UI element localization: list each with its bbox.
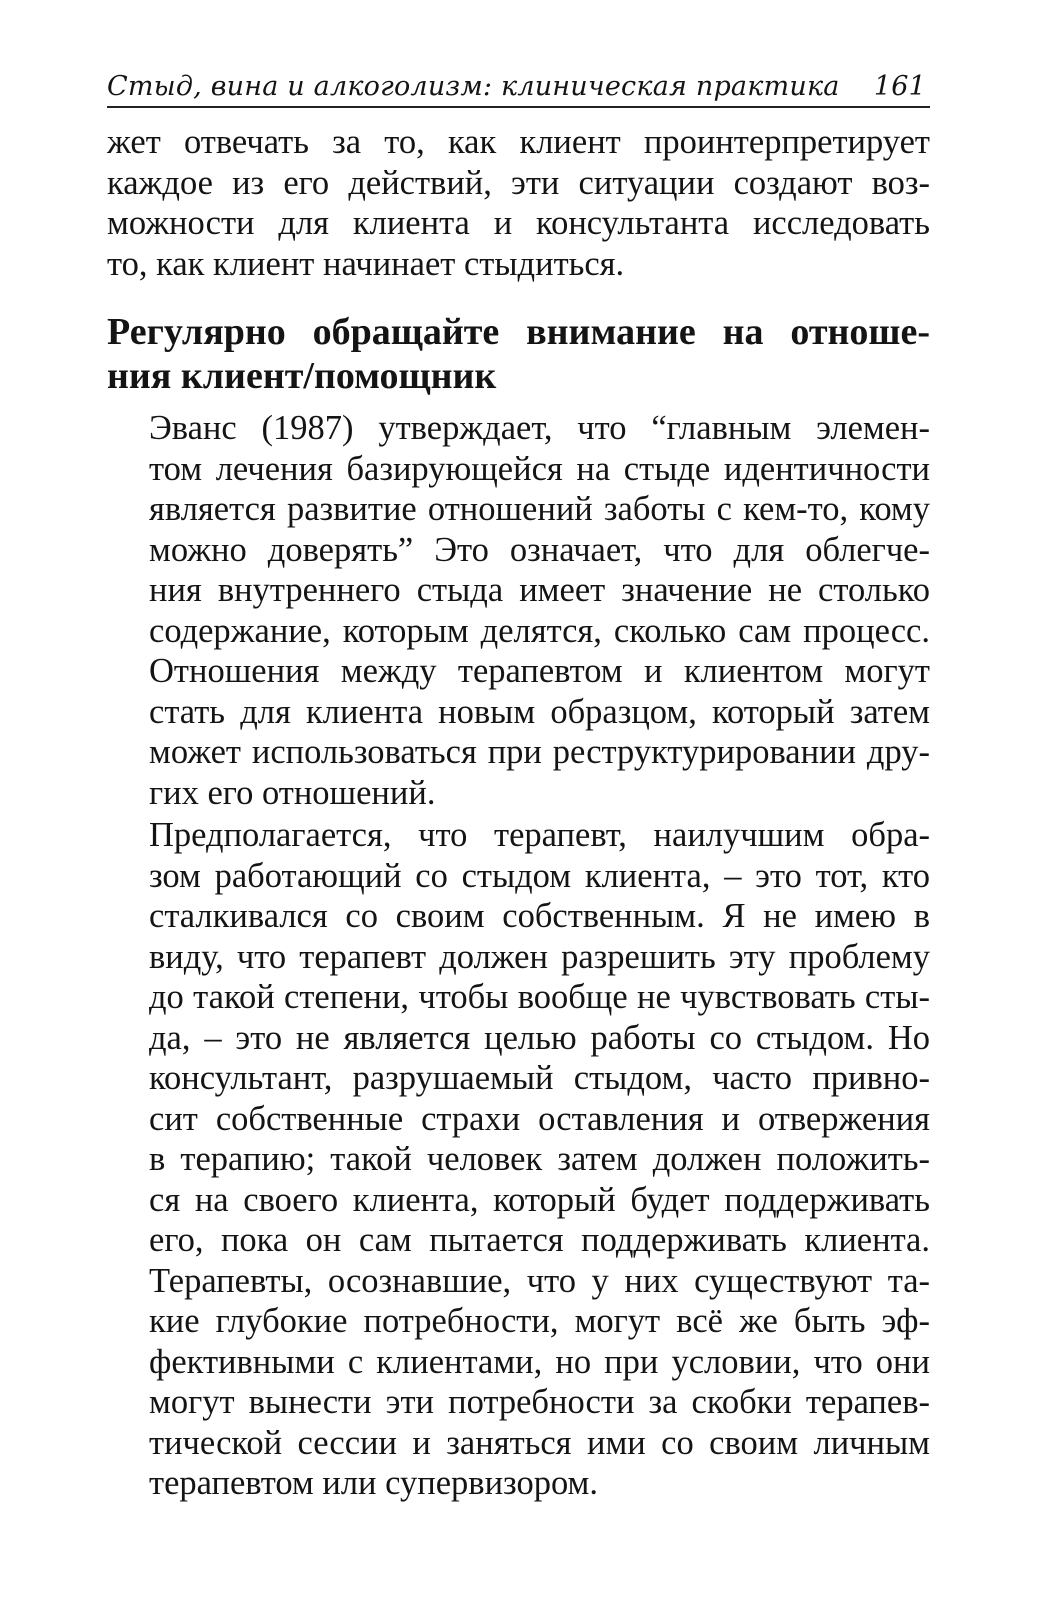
book-page [107,70,930,1504]
paragraph-therapist [107,815,930,1504]
text-line: зом работающий со стыдом клиента, – это тот, кто [149,856,930,895]
text-line: гих его отношений. [149,773,436,812]
text-line: каждое из его действий, эти ситуации создают воз- [107,163,930,202]
text-line: Отношения между терапевтом и клиентом могут [149,652,930,690]
heading-line: ния клиент/помощник [107,355,497,397]
text-line: том лечения базирующейся на стыде идентичности [149,449,930,488]
text-line: в терапию; такой человек затем должен положить- [149,1140,930,1178]
text-line: содержание, которым делятся, сколько сам процесс. [149,611,930,650]
text-line: его, пока он сам пытается поддерживать клиента. [149,1221,930,1259]
heading-line: Регулярно обращайте внимание на отноше- [107,311,930,353]
text-line: могут вынести эти потребности за скобки терапев- [149,1383,930,1421]
text-line: то, как клиент начинает стыдиться. [107,244,625,283]
text-line: ния внутреннего стыда имеет значение не столько [149,571,930,609]
text-line: сит собственные страхи оставления и отвержения [149,1099,930,1138]
text-line: да, – это не является целью работы со стыдом. Но [149,1018,930,1057]
text-line: фективными с клиентами, но при условии, что они [149,1342,930,1381]
page-number: 161 [873,71,926,102]
text-line: стать для клиента новым образцом, который затем [149,692,930,731]
text-line: Терапевты, осознавшие, что у них существуют та- [149,1261,930,1300]
text-line: Эванс (1987) утверждает, что “главным элемен- [149,409,930,447]
text-line: можности для клиента и консультанта исследовать [107,204,930,242]
running-head [107,70,930,108]
text-line: кие глубокие потребности, могут всё же быть эф- [149,1302,930,1340]
text-line: консультант, разрушаемый стыдом, часто привно- [149,1059,930,1097]
paragraph-evans [107,408,930,813]
running-head-title: Стыд, вина и алкоголизм: клиническая практика [107,71,840,102]
text-line: тической сессии и заняться ими со своим личным [149,1423,930,1462]
text-line: сталкивался со своим собственным. Я не имею в [149,897,930,935]
text-line: может использоваться при реструктурировании дру- [149,733,930,771]
intro-paragraph [107,122,930,284]
text-line: до такой степени, чтобы вообще не чувствовать сты- [149,978,930,1016]
text-line: ся на своего клиента, который будет поддерживать [149,1180,930,1219]
text-line: виду, что терапевт должен разрешить эту проблему [149,937,930,976]
text-line: терапевтом или супервизором. [149,1464,599,1502]
text-line: жет отвечать за то, как клиент проинтерпретирует [107,123,930,161]
text-line: Предполагается, что терапевт, наилучшим обра- [149,816,930,854]
text-line: можно доверять” Это означает, что для облегче- [149,530,930,569]
text-line: является развитие отношений заботы с кем-то, кому [149,490,930,528]
section-heading [107,310,930,398]
